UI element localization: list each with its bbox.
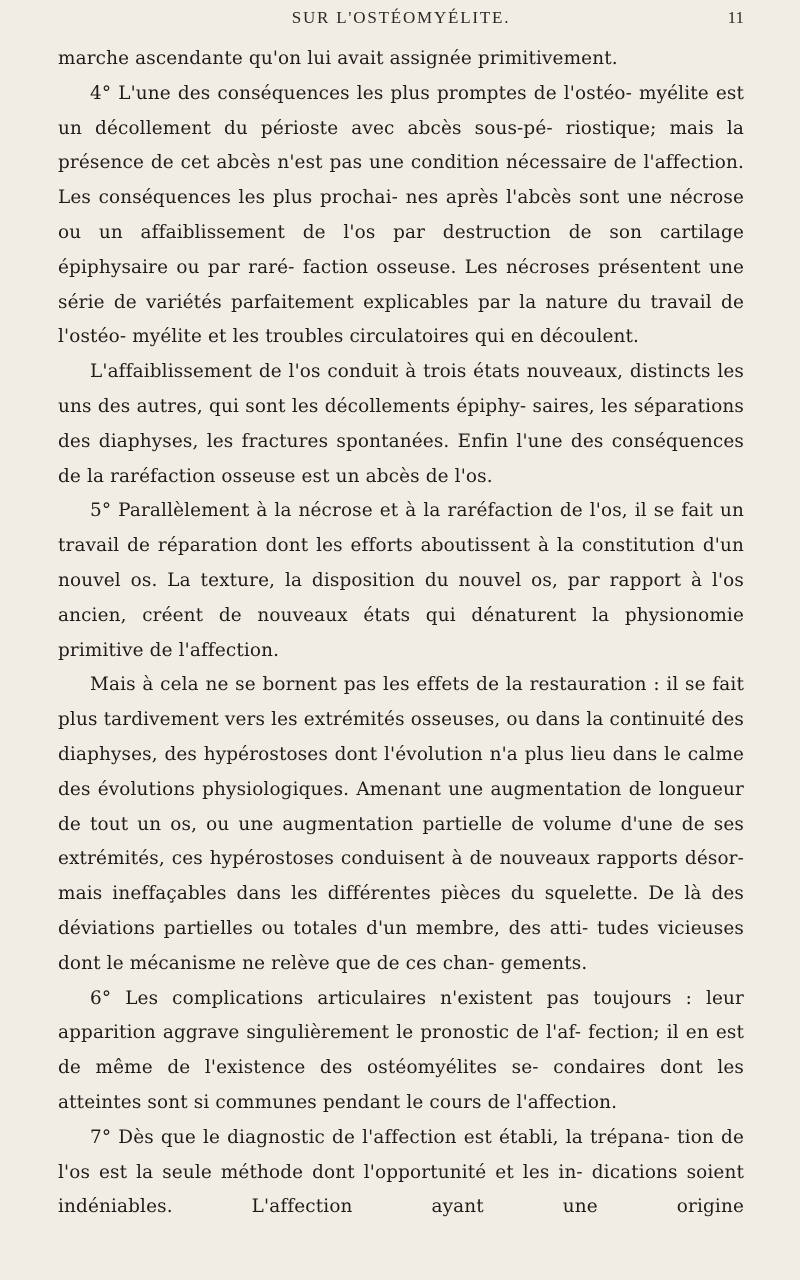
paragraph-point-7: 7° Dès que le diagnostic de l'affection est établi, la trépana- tion de l'os est la seule méthode dont l'opportunité et les in- dications soient indéniables. L'affection ayant une origine (58, 1126, 744, 1218)
paragraph-continuation: marche ascendante qu'on lui avait assignée primitivement. (58, 48, 618, 69)
body-text (58, 42, 744, 1225)
paragraph-weakening: L'affaiblissement de l'os conduit à trois états nouveaux, distincts les uns des autres, qui sont les décollements épiphy- saires, les séparations des diaphyses, les fractures spontanées. Enfin l'une des conséquences de la raréfaction osseuse est un abcès de l'os. (58, 361, 744, 487)
paragraph-point-4: 4° L'une des conséquences les plus promptes de l'ostéo- myélite est un décollement du périoste avec abcès sous-pé- riostique; mais la présence de cet abcès n'est pas une condition nécessaire de l'affection. Les conséquences les plus prochai- nes après l'abcès sont une nécrose ou un affaiblissement de l'os par destruction de son cartilage épiphysaire ou par raré- faction osseuse. Les nécroses présentent une série de variétés parfaitement explicables par la nature du travail de l'ostéo- myélite et les troubles circulatoires qui en découlent. (58, 82, 744, 348)
running-title: SUR L'OSTÉOMYÉLITE. (291, 8, 511, 27)
paragraph-point-6: 6° Les complications articulaires n'existent pas toujours : leur apparition aggrave singulièrement le pronostic de l'af- fection; il en est de même de l'existence des ostéomyélites se- condaires dont les atteintes sont si communes pendant le cours de l'affection. (58, 987, 744, 1113)
paragraph-restoration: Mais à cela ne se bornent pas les effets de la restauration : il se fait plus tardivement vers les extrémités osseuses, ou dans la continuité des diaphyses, des hypérostoses dont l'évolution n'a plus lieu dans le calme des évolutions physiologiques. Amenant une augmentation de longueur de tout un os, ou une augmentation partielle de volume d'une de ses extrémités, ces hypérostoses conduisent à de nouveaux rapports désor- mais ineffaçables dans les différentes pièces du squelette. De là des déviations partielles ou totales d'un membre, des atti- tudes vicieuses dont le mécanisme ne relève que de ces chan- gements. (58, 674, 744, 974)
page-number: 11 (727, 8, 744, 27)
running-header (58, 8, 744, 38)
paragraph-point-5: 5° Parallèlement à la nécrose et à la raréfaction de l'os, il se fait un travail de réparation dont les efforts aboutissent à la constitution d'un nouvel os. La texture, la disposition du nouvel os, par rapport à l'os ancien, créent de nouveaux états qui dénaturent la physionomie primitive de l'affection. (58, 500, 744, 661)
